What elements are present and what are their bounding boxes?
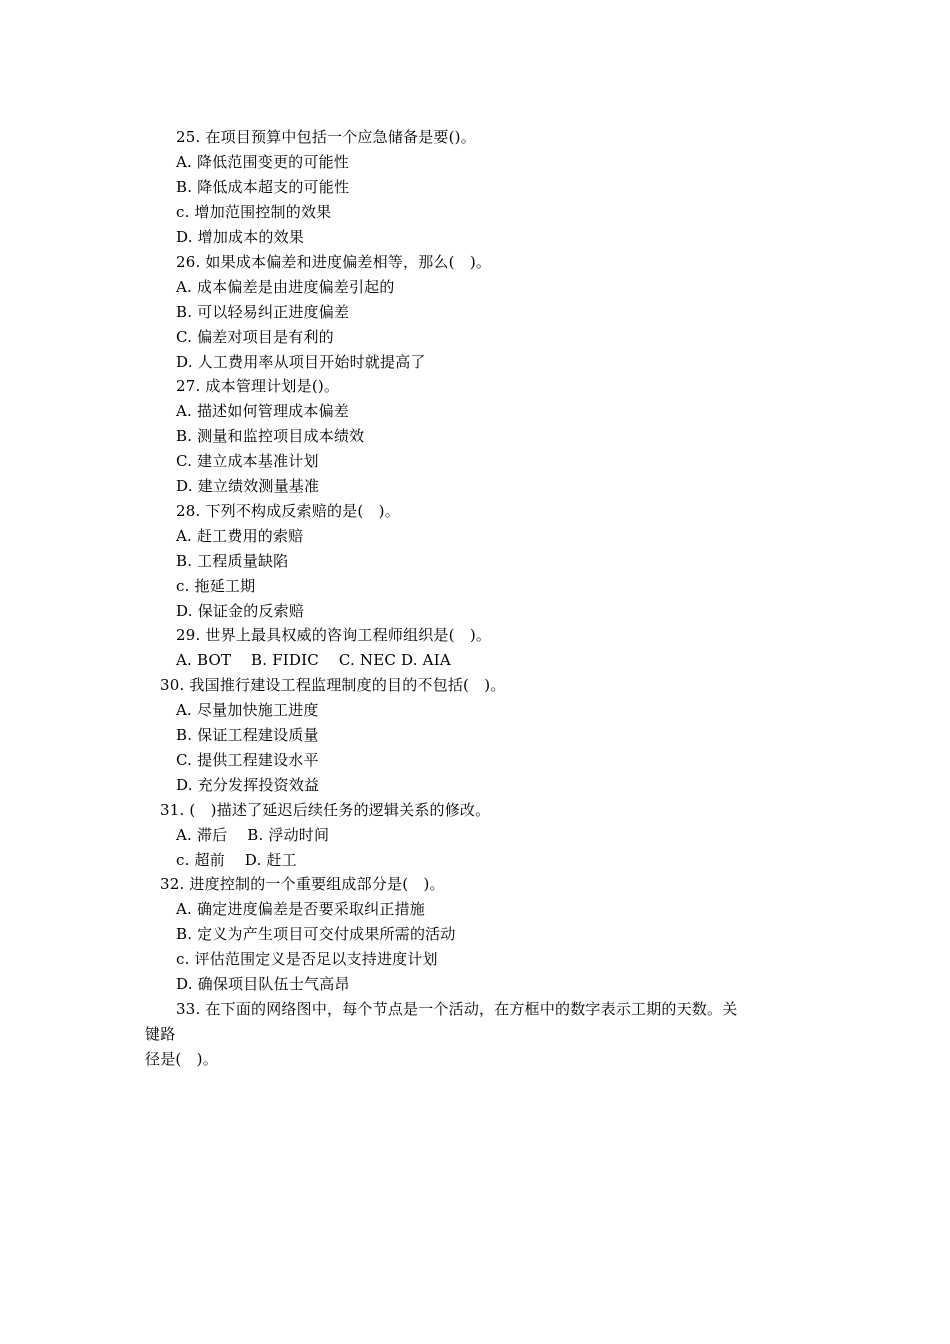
q28-option-c: c. 拖延工期 xyxy=(176,577,256,595)
q30-option-a: A. 尽量加快施工进度 xyxy=(176,701,319,719)
q28-stem: 28. 下列不构成反索赔的是( )。 xyxy=(176,502,400,520)
q33-stem-cont-2: 径是( )。 xyxy=(145,1050,218,1068)
q26-stem: 26. 如果成本偏差和进度偏差相等，那么( )。 xyxy=(176,253,492,271)
q30-stem: 30. 我国推行建设工程监理制度的目的不包括( )。 xyxy=(160,676,506,694)
q29-stem: 29. 世界上最具权威的咨询工程师组织是( )。 xyxy=(176,626,492,644)
q25-option-d: D. 增加成本的效果 xyxy=(176,228,305,246)
q30-option-b: B. 保证工程建设质量 xyxy=(176,726,319,744)
q25-option-c: c. 增加范围控制的效果 xyxy=(176,203,332,221)
q30-option-c: C. 提供工程建设水平 xyxy=(176,751,319,769)
q26-option-d: D. 人工费用率从项目开始时就提高了 xyxy=(176,353,426,371)
q27-option-a: A. 描述如何管理成本偏差 xyxy=(176,402,349,420)
q31-options-ab: A. 滞后 B. 浮动时间 xyxy=(176,826,330,844)
q31-options-cd: c. 超前 D. 赶工 xyxy=(176,851,297,869)
q25-stem: 25. 在项目预算中包括一个应急储备是要()。 xyxy=(176,128,476,146)
q27-stem: 27. 成本管理计划是()。 xyxy=(176,377,340,395)
q27-option-b: B. 测量和监控项目成本绩效 xyxy=(176,427,365,445)
q30-option-d: D. 充分发挥投资效益 xyxy=(176,776,320,794)
q26-option-a: A. 成本偏差是由进度偏差引起的 xyxy=(176,278,395,296)
q32-option-b: B. 定义为产生项目可交付成果所需的活动 xyxy=(176,925,456,943)
q27-option-d: D. 建立绩效测量基准 xyxy=(176,477,320,495)
q32-option-a: A. 确定进度偏差是否要采取纠正措施 xyxy=(176,900,425,918)
q27-option-c: C. 建立成本基准计划 xyxy=(176,452,319,470)
q25-option-a: A. 降低范围变更的可能性 xyxy=(176,153,349,171)
q32-option-c: c. 评估范围定义是否足以支持进度计划 xyxy=(176,950,438,968)
q25-option-b: B. 降低成本超支的可能性 xyxy=(176,178,350,196)
q28-option-a: A. 赶工费用的索赔 xyxy=(176,527,304,545)
q29-options: A. BOT B. FIDIC C. NEC D. AIA xyxy=(176,651,451,669)
q28-option-d: D. 保证金的反索赔 xyxy=(176,602,305,620)
q31-stem: 31. ( )描述了延迟后续任务的逻辑关系的修改。 xyxy=(160,801,491,819)
q33-stem-cont-1: 键路 xyxy=(145,1025,176,1043)
q28-option-b: B. 工程质量缺陷 xyxy=(176,552,289,570)
q32-option-d: D. 确保项目队伍士气高昂 xyxy=(176,975,350,993)
q32-stem: 32. 进度控制的一个重要组成部分是( )。 xyxy=(160,875,445,893)
q33-stem: 33. 在下面的网络图中，每个节点是一个活动，在方框中的数字表示工期的天数。关 xyxy=(176,1000,738,1018)
q26-option-c: C. 偏差对项目是有利的 xyxy=(176,328,334,346)
q26-option-b: B. 可以轻易纠正进度偏差 xyxy=(176,303,350,321)
